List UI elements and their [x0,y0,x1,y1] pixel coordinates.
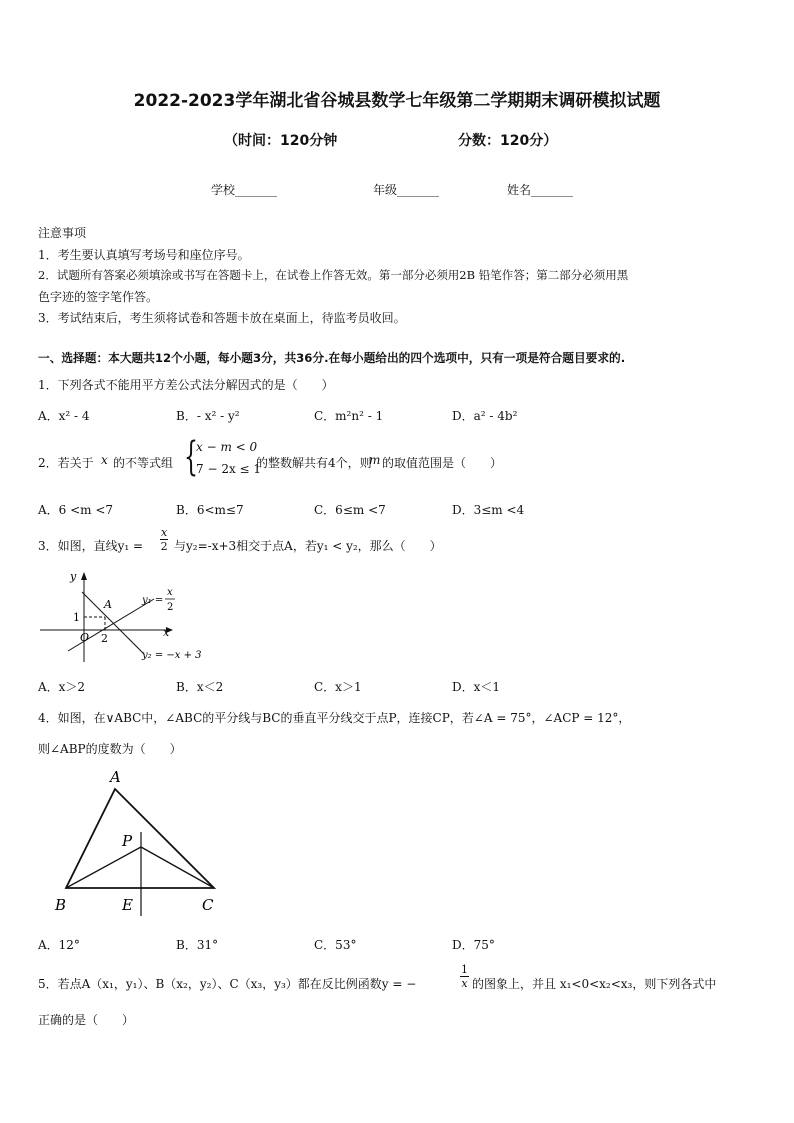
q3-option-d: D．x＜1 [452,680,501,694]
question-5-stem-b: 的图象上，并且 x₁<0<x₂<x₃，则下列各式中 [472,977,717,991]
vertex-a-label: A [110,768,121,786]
name-field: 姓名_______ [507,183,574,197]
notes-title: 注意事项 [38,226,87,240]
q3-option-b: B．x＜2 [176,680,224,694]
fraction-denominator: x [461,977,468,990]
point-a-label: A [104,598,112,611]
q1-option-a: A．x² - 4 [38,409,90,423]
question-1-stem: 1．下列各式不能用平方差公式法分解因式的是（ ） [38,378,334,392]
section-heading: 一、选择题：本大题共12个小题，每小题3分，共36分.在每小题给出的四个选项中，只有一项是符合题目要求的. [38,351,626,365]
note-item: 色字迹的签字笔作答。 [38,290,159,304]
q2-var-x: x [101,453,108,467]
q1-option-d: D．a² - 4b² [452,409,518,423]
fraction-numerator: 1 [461,963,468,976]
q1-option-b: B．- x² - y² [176,409,240,423]
q2-inequality-2: 7 − 2x ≤ 1 [196,462,262,476]
q4-option-c: C．53° [314,938,357,952]
point-p-label: P [122,832,133,850]
y-axis-arrow [81,572,87,580]
q2-option-c: C．6≤m <7 [314,503,386,517]
q3-option-a: A．x＞2 [38,680,86,694]
note-item: 2．试题所有答案必须填涂或书写在答题卡上，在试卷上作答无效。第一部分必须用2B 铅笔作答；第二部分必须用黑 [38,268,629,282]
vertex-b-label: B [55,896,67,914]
question-2-stem-c: 的整数解共有4个，则 [256,456,372,470]
q2-option-b: B．6<m≤7 [176,503,244,517]
grade-field: 年级_______ [373,183,440,197]
fraction-numerator: x [161,526,168,539]
q4-triangle-figure [40,764,240,924]
y-tick-label: 1 [73,611,80,624]
q2-option-d: D．3≤m <4 [452,503,525,517]
y1-frac-den: 2 [167,602,174,613]
q4-option-d: D．75° [452,938,495,952]
school-field: 学校_______ [211,183,278,197]
q2-inequality-1: x − m < 0 [196,440,258,454]
note-item: 1．考生要认真填写考场号和座位序号。 [38,248,250,262]
q5-fraction [460,963,469,990]
x-tick-label: 2 [101,632,108,645]
fraction-denominator: 2 [160,540,168,553]
question-5-stem-line2: 正确的是（ ） [38,1013,135,1027]
q3-line-graph [34,566,224,666]
segment-bp [66,847,141,888]
y-axis-label: y [70,570,77,583]
triangle-abc [66,789,214,888]
q2-option-a: A．6 <m <7 [38,503,114,517]
segment-pc [141,847,214,888]
origin-label: O [80,631,90,644]
line-y2 [82,592,144,654]
x-axis-label: x [163,626,170,639]
y1-label: y₁ = [142,595,164,606]
q4-option-a: A．12° [38,938,80,952]
question-3-stem-a: 3．如图，直线y₁ = [38,539,144,553]
question-3-stem-b: 与y₂=-x+3相交于点A，若y₁ < y₂，那么（ ） [174,539,442,553]
vertex-c-label: C [202,896,214,914]
question-5-stem-a: 5．若点A（x₁，y₁）、B（x₂，y₂）、C（x₃，y₃）都在反比例函数y = − [38,977,417,991]
question-2-stem-d: 的取值范围是（ ） [382,456,503,470]
exam-score: 分数：120分） [458,133,558,149]
q4-option-b: B．31° [176,938,219,952]
q3-fraction [160,526,168,553]
page-title: 2022-2023学年湖北省谷城县数学七年级第二学期期末调研模拟试题 [133,91,661,111]
q1-option-c: C．m²n² - 1 [314,409,384,423]
question-4-stem-line1: 4．如图，在∨ABC中，∠ABC的平分线与BC的垂直平分线交于点P，连接CP，若∠A = 75°，∠ACP = 12°， [38,711,631,725]
q3-option-c: C．x＞1 [314,680,362,694]
question-2-stem-b: 的不等式组 [113,456,174,470]
q2-var-m: m [369,453,381,467]
exam-time: （时间：120分钟 [224,133,338,149]
point-e-label: E [122,896,133,914]
y2-label: y₂ = −x + 3 [142,650,202,661]
question-4-stem-line2: 则∠ABP的度数为（ ） [38,742,182,756]
left-brace-symbol: { [184,434,198,480]
question-2-stem-a: 2．若关于 [38,456,94,470]
note-item: 3．考试结束后，考生须将试卷和答题卡放在桌面上，待监考员收回。 [38,311,406,325]
y1-frac-num: x [167,587,173,598]
